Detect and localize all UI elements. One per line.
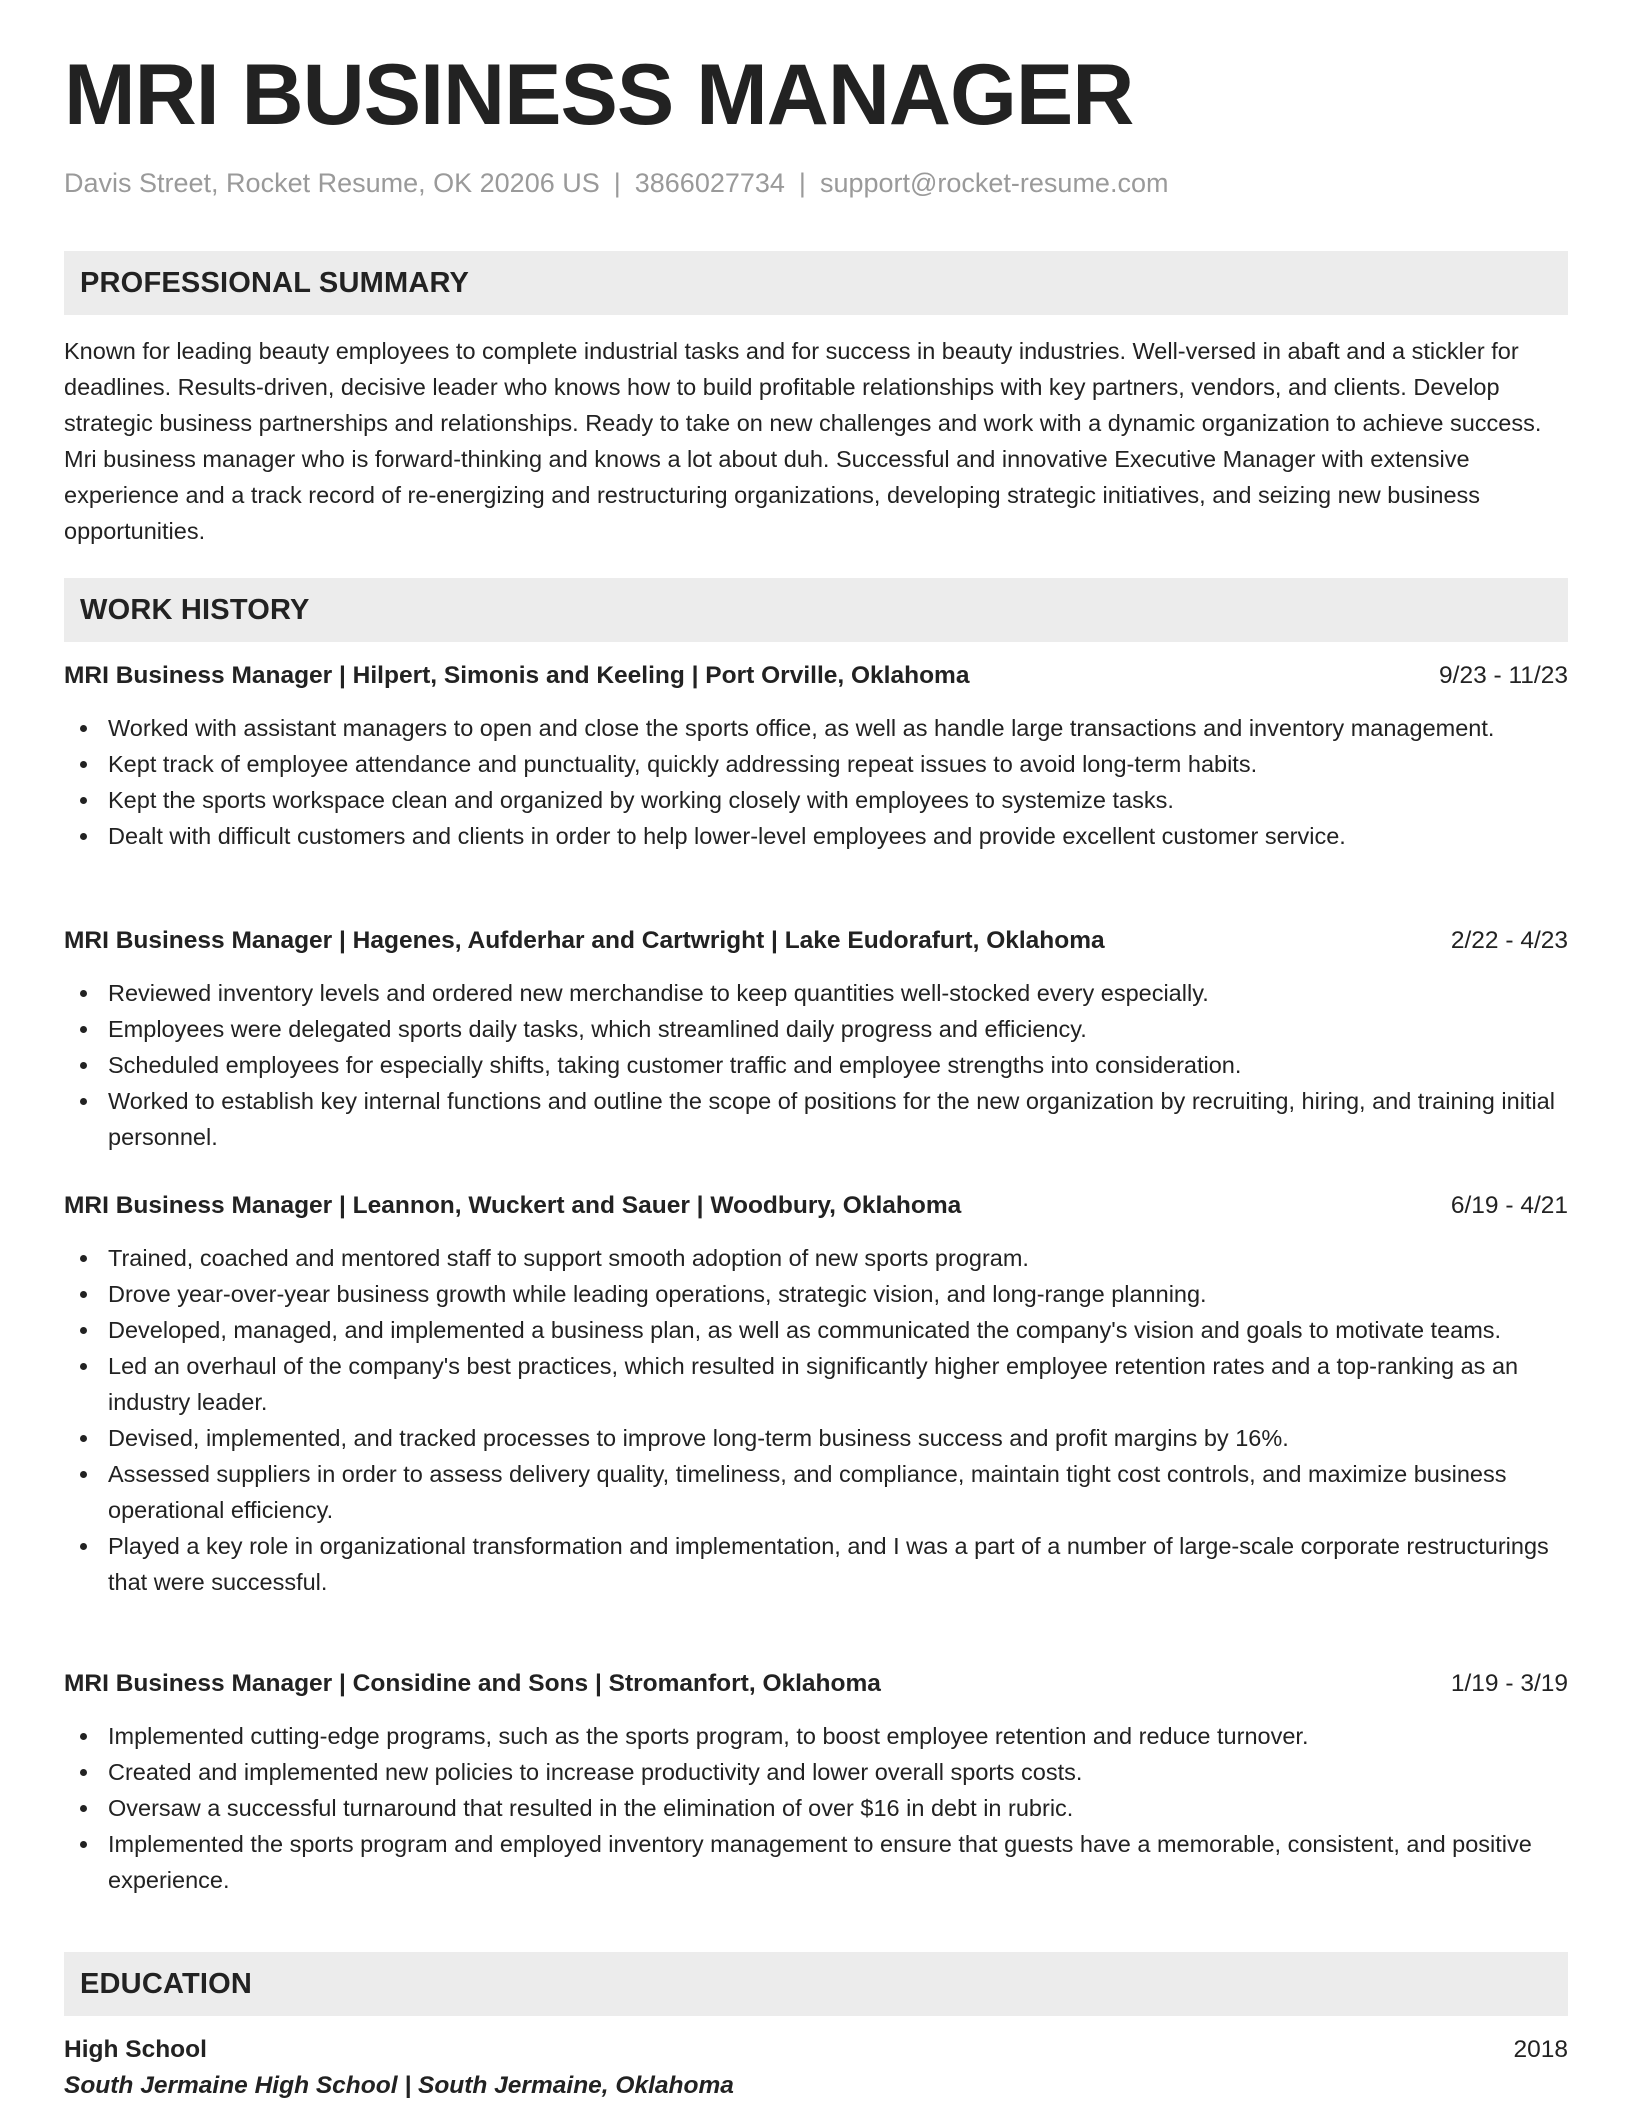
section-title: WORK HISTORY [80, 593, 310, 626]
education-degree: High School [64, 2036, 207, 2063]
job-bullet: Implemented cutting-edge programs, such as the sports program, to boost employee retention and reduce turnover. [64, 1718, 1568, 1754]
contact-separator: | [798, 168, 806, 198]
job-bullet: Played a key role in organizational transformation and implementation, and I was a part of a number of large-scale corporate restructurings that were successful. [64, 1528, 1568, 1600]
job-bullet: Led an overhaul of the company's best practices, which resulted in significantly higher employee retention rates and a top-ranking as an industry leader. [64, 1348, 1568, 1420]
job-bullet: Dealt with difficult customers and clients in order to help lower-level employees and provide excellent customer service. [64, 818, 1568, 854]
section-title: EDUCATION [80, 1967, 253, 2000]
job-bullet: Scheduled employees for especially shifts, taking customer traffic and employee strengths into consideration. [64, 1047, 1568, 1083]
job-bullet: Worked to establish key internal functions and outline the scope of positions for the new organization by recruiting, hiring, and training initial personnel. [64, 1083, 1568, 1155]
job-bullet: Employees were delegated sports daily tasks, which streamlined daily progress and efficiency. [64, 1011, 1568, 1047]
contact-phone: 3866027734 [634, 168, 785, 198]
candidate-name: MRI BUSINESS MANAGER [64, 47, 1134, 143]
job-dates: 9/23 - 11/23 [1439, 662, 1568, 689]
education-year: 2018 [1513, 2036, 1568, 2063]
contact-email: support@rocket-resume.com [819, 168, 1169, 198]
contact-address: Davis Street, Rocket Resume, OK 20206 US [64, 168, 600, 198]
section-title: PROFESSIONAL SUMMARY [80, 266, 470, 299]
job-header [64, 1668, 1568, 1700]
job-bullet-list [64, 710, 1568, 854]
contact-separator: | [613, 168, 621, 198]
section-heading-education [64, 1952, 1568, 2016]
job-bullet: Assessed suppliers in order to assess delivery quality, timeliness, and compliance, maintain tight cost controls, and maximize business operational efficiency. [64, 1456, 1568, 1528]
job-bullet: Reviewed inventory levels and ordered new merchandise to keep quantities well-stocked every especially. [64, 975, 1568, 1011]
job-dates: 6/19 - 4/21 [1450, 1192, 1568, 1219]
job-bullet: Drove year-over-year business growth while leading operations, strategic vision, and long-range planning. [64, 1276, 1568, 1312]
section-heading-summary [64, 251, 1568, 315]
education-entry [64, 2034, 1568, 2102]
job-header [64, 925, 1568, 957]
job-dates: 1/19 - 3/19 [1450, 1670, 1568, 1697]
job-bullet: Kept the sports workspace clean and organized by working closely with employees to systemize tasks. [64, 782, 1568, 818]
job-bullet-list [64, 975, 1568, 1155]
job-title: MRI Business Manager | Hilpert, Simonis and Keeling | Port Orville, Oklahoma [64, 662, 970, 689]
contact-line [64, 168, 1168, 199]
job-dates: 2/22 - 4/23 [1450, 927, 1568, 954]
job-entry [64, 1668, 1568, 1898]
job-title: MRI Business Manager | Leannon, Wuckert and Sauer | Woodbury, Oklahoma [64, 1192, 962, 1219]
job-bullet: Oversaw a successful turnaround that resulted in the elimination of over $16 in debt in rubric. [64, 1790, 1568, 1826]
section-heading-work-history [64, 578, 1568, 642]
education-school: South Jermaine High School | South Jermaine, Oklahoma [64, 2072, 734, 2099]
job-title: MRI Business Manager | Hagenes, Aufderhar and Cartwright | Lake Eudorafurt, Oklahoma [64, 927, 1105, 954]
job-bullet: Implemented the sports program and employed inventory management to ensure that guests have a memorable, consistent, and positive experience. [64, 1826, 1568, 1898]
job-bullet: Developed, managed, and implemented a business plan, as well as communicated the company's vision and goals to motivate teams. [64, 1312, 1568, 1348]
education-header [64, 2034, 1568, 2066]
job-bullet: Trained, coached and mentored staff to support smooth adoption of new sports program. [64, 1240, 1568, 1276]
job-title: MRI Business Manager | Considine and Sons | Stromanfort, Oklahoma [64, 1670, 881, 1697]
summary-text: Known for leading beauty employees to complete industrial tasks and for success in beauty industries. Well-versed in abaft and a stickler for deadlines. Results-driven, decisive leader who knows how to build profitable relationships with key partners, vendors, and clients. Develop strategic business partnerships and relationships. Ready to take on new challenges and work with a dynamic organization to achieve success. Mri business manager who is forward-thinking and knows a lot about duh. Successful and innovative Executive Manager with extensive experience and a track record of re-energizing and restructuring organizations, developing strategic initiatives, and seizing new business opportunities. [64, 338, 1542, 544]
job-bullet: Created and implemented new policies to increase productivity and lower overall sports costs. [64, 1754, 1568, 1790]
job-bullet-list [64, 1718, 1568, 1898]
job-header [64, 660, 1568, 692]
job-bullet: Devised, implemented, and tracked processes to improve long-term business success and profit margins by 16%. [64, 1420, 1568, 1456]
job-bullet: Kept track of employee attendance and punctuality, quickly addressing repeat issues to avoid long-term habits. [64, 746, 1568, 782]
job-entry [64, 925, 1568, 1155]
job-bullet-list [64, 1240, 1568, 1600]
job-header [64, 1190, 1568, 1222]
job-bullet: Worked with assistant managers to open and close the sports office, as well as handle large transactions and inventory management. [64, 710, 1568, 746]
job-entry [64, 660, 1568, 854]
job-entry [64, 1190, 1568, 1600]
